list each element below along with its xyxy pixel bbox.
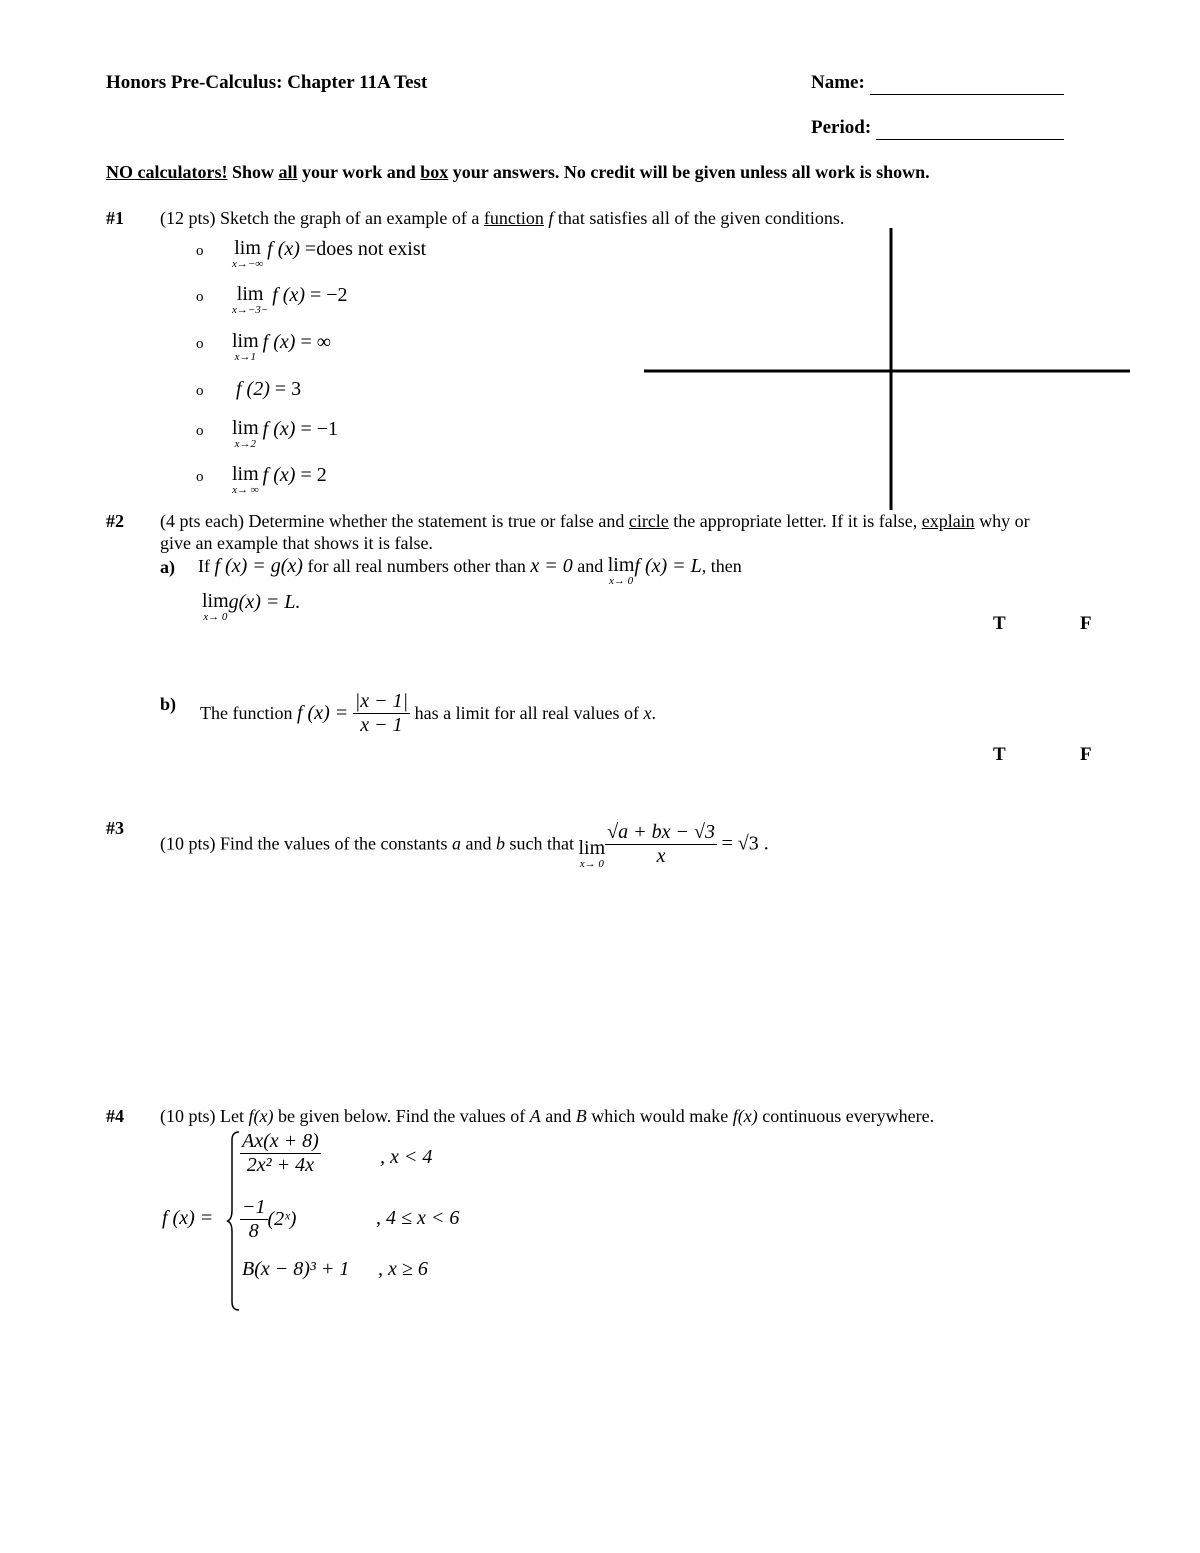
name-label: Name: [811,72,865,93]
q2a-lim [608,555,635,587]
q1-text: that satisfies all of the given conditions. [553,208,845,228]
bullet-icon: o [196,243,204,259]
limit [232,464,259,496]
q4-fx: f(x) [248,1106,274,1126]
condition-value: = 2 [295,464,327,486]
condition-expression: f (2) [236,378,270,400]
q3-b: b [495,833,505,854]
lim-sub: x→−∞ [232,258,264,270]
q2-explain-word: explain [921,511,975,531]
instr-text: Show [227,162,279,182]
lim-text: lim [578,837,606,859]
lim-text: lim [232,330,259,352]
q2a-eq: f (x) = g(x) [214,555,303,577]
lim-text: lim [607,554,635,576]
q3-denominator: x [605,844,717,868]
q2-text: the appropriate letter. If it is false, [668,511,922,531]
q2a-false-option[interactable]: F [1080,613,1092,634]
q4-A: A [529,1106,541,1126]
piece-1 [240,1130,321,1177]
q4-text: continuous everywhere. [757,1106,935,1126]
condition-value: =does not exist [299,238,427,260]
q1-number: #1 [106,208,124,228]
lim-sub: x→ 0 [579,858,604,870]
q4-text: which would make [586,1106,733,1126]
name-field[interactable] [870,72,1064,95]
lim-sub: x→2 [234,438,257,450]
q1-text: (12 pts) Sketch the graph of an example of a [160,208,484,228]
condition-value: = 3 [269,378,302,400]
q2b-text: has a limit for all real values of [410,703,644,723]
q2a-x0: x = 0 [530,555,573,577]
q2b-true-option[interactable]: T [993,744,1006,765]
test-title: Honors Pre-Calculus: Chapter 11A Test [106,72,428,93]
q2a-text: and [572,556,608,576]
q2b-denominator: x − 1 [353,713,410,737]
q2-prompt-line2: give an example that shows it is false. [160,533,433,553]
lim-sub: x→ 0 [609,575,634,587]
q2a-text: for all real numbers other than [302,556,531,576]
bullet-icon: o [196,423,204,439]
q2b-dot: . [651,703,657,723]
limit [232,284,268,316]
period-label: Period: [811,117,872,138]
condition-value: = −1 [295,418,338,440]
lim-text: lim [234,237,261,259]
q4-B: B [575,1106,587,1126]
q3-number: #3 [106,818,124,838]
q2b-label: b) [160,694,177,714]
q2-circle-word: circle [628,511,669,531]
instr-text: your work and [297,162,421,182]
q1-condition [196,418,338,450]
q4-text: and [540,1106,576,1126]
piece2-numerator: −1 [242,1196,266,1218]
q2a-true-option[interactable]: T [993,613,1006,634]
bullet-icon: o [196,383,204,399]
q3-prompt [160,818,769,870]
piece2-rest: (2ˣ) [267,1208,297,1230]
q4-fx2: f(x) [732,1106,758,1126]
limit [232,418,259,450]
q3-text: and [460,833,496,854]
piece-2 [240,1196,296,1243]
q2-prompt-line1 [160,511,1030,532]
lim-text: lim [232,463,259,485]
condition-expression: f (x) [262,331,296,353]
q2b-text: The function [200,703,297,723]
q3-numerator: √a + bx − √3 [607,820,715,843]
q2a-gx: g(x) = L. [228,591,301,613]
q1-condition [196,331,331,363]
q1-prompt [160,208,844,229]
q3-rhs: = √3 . [721,832,769,855]
piece3-condition: , x ≥ 6 [378,1258,428,1280]
q3-lim [578,838,605,870]
period-line [811,117,1064,140]
condition-expression: f (x) [267,238,300,260]
q3-fraction [605,821,717,868]
q3-text: (10 pts) Find the values of the constants [160,833,452,854]
piece2-fraction [240,1196,268,1243]
q2a-text: If [198,556,215,576]
bullet-icon: o [196,336,204,352]
instr-text: your answers. No credit will be given unless all work is shown. [448,162,930,182]
lim-sub: x→1 [234,351,257,363]
q2a-text: , then [701,556,742,576]
piece2-condition: , 4 ≤ x < 6 [376,1207,460,1229]
q2-text: (4 pts each) Determine whether the statement is true or false and [160,511,629,531]
instr-all: all [278,162,298,182]
q4-prompt [160,1106,934,1127]
lim-sub: x→ 0 [203,611,228,623]
q1-condition [196,238,426,270]
q2b-fraction [353,690,410,737]
lim-text: lim [236,283,264,305]
lim-sub: x→ ∞ [232,484,259,496]
q1-f: f [543,208,554,228]
instr-no-calculators: NO calculators! [106,162,228,182]
q2b-numerator: |x − 1| [354,690,409,712]
q2b-x: x [643,703,652,723]
q2b-false-option[interactable]: F [1080,744,1092,765]
lim-text: lim [202,590,229,612]
piece1-condition: , x < 4 [380,1146,433,1168]
lim-sub: x→−3− [232,304,269,316]
q1-condition [196,464,327,496]
q3-text: such that [504,833,579,854]
piece1-denominator: 2x² + 4x [240,1153,321,1177]
q2-number: #2 [106,511,124,531]
q4-number: #4 [106,1106,124,1126]
piece1-fraction [240,1130,321,1177]
piece2-denominator: 8 [240,1219,268,1243]
q4-text: (10 pts) Let [160,1106,249,1126]
condition-expression: f (x) [272,284,305,306]
q1-condition [196,378,301,401]
condition-value: = ∞ [295,331,331,353]
q4-lhs: f (x) = [162,1207,214,1229]
sketch-axes[interactable] [640,228,1135,512]
q2a-conclusion [202,591,301,623]
limit [232,238,263,270]
name-line [811,72,1064,95]
bullet-icon: o [196,469,204,485]
q2a-statement [198,555,742,587]
instr-box: box [420,162,449,182]
period-field[interactable] [876,117,1064,140]
q2a-label: a) [160,557,175,577]
q3-a: a [451,833,461,854]
q2b-statement [200,690,656,737]
piece-3: B(x − 8)³ + 1 [242,1258,350,1280]
q1-function-word: function [483,208,544,228]
condition-expression: f (x) [262,464,296,486]
condition-value: = −2 [305,284,348,306]
limit [232,331,259,363]
piece1-numerator: Ax(x + 8) [242,1130,319,1152]
instructions [106,162,930,183]
q4-text: be given below. Find the values of [273,1106,530,1126]
q2a-lim2 [202,591,229,623]
lim-text: lim [232,417,259,439]
bullet-icon: o [196,289,204,305]
q2-text: why or [974,511,1030,531]
q2a-fx: f (x) = L [634,555,702,577]
q2b-fx: f (x) = [296,702,349,724]
q1-condition [196,284,348,316]
condition-expression: f (x) [262,418,296,440]
